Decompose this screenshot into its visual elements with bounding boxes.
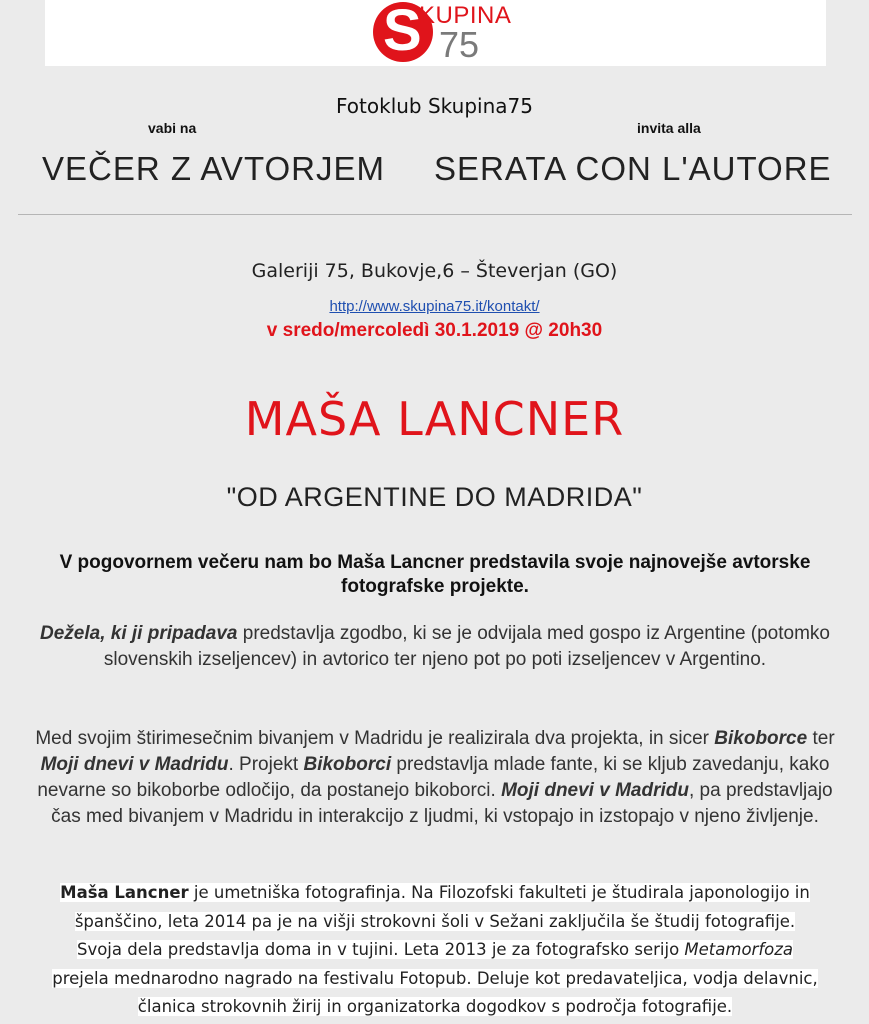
bio-text: prejela mednarodno nagrado na festivalu Fotopub. Deluje kot predavateljica, vodja delavnic, članica strokovnih žirij in organizatorka dogodkov s področja fotografije. [52,968,818,1016]
bio-author-name: Maša Lancner [60,883,189,902]
bio-text: je umetniška fotografinja. Na Filozofski fakulteti je študirala japonologijo in španščino, leta 2014 pa je na višji strokovni šoli v Sežani zaključila še študij fotografije. Svoja dela predstavlja doma in v tujini. Leta 2013 je za fotografsko serijo [74,883,810,959]
event-date: v sredo/mercoledì 30.1.2019 @ 20h30 [266,320,603,341]
paragraph-text: ter [807,728,835,749]
paragraph-text: predstavlja zgodbo, ki se je odvijala med gospo iz Argentine (potomko slovenskih izseljencev) in avtorico ter njeno pot po poti izseljencev v Argentino. [103,623,830,670]
project-title-bikoborce: Bikoborce [714,728,808,749]
event-title-sl: VEČER Z AVTORJEM [42,150,386,187]
venue-address: Galeriji 75, Bukovje,6 – Števerjan (GO) [251,260,618,282]
logo-number: 75 [439,24,480,65]
bio-series-title: Metamorfoza [684,940,794,959]
invite-label-it: invita alla [637,120,701,136]
paragraph-text: Med svojim štirimesečnim bivanjem v Madridu je realizirala dva projekta, in sicer [35,728,715,749]
paragraph-text: , pa predstavljajo čas med bivanjem v Madridu in interakcijo z ljudmi, ki vstopajo in izstopajo v njeno življenje. [51,780,833,827]
club-name: Fotoklub Skupina75 [336,94,533,118]
paragraph-text: . Projekt [228,754,304,775]
intro-paragraph: V pogovornem večeru nam bo Maša Lancner predstavila svoje najnovejše avtorske fotografske projekte. [59,552,811,597]
event-title-it: SERATA CON L'AUTORE [434,150,832,187]
author-name: MAŠA LANCNER [244,392,625,446]
logo-word: KUPINA [419,2,512,29]
project-title-moji-dnevi-2: Moji dnevi v Madridu [501,780,689,801]
project-title-dezela: Dežela, ki ji pripadava [40,623,238,644]
logo-s-letter: S [383,0,422,63]
project-title-bikoborci: Bikoborci [303,754,392,775]
skupina75-logo [369,0,512,66]
project-paragraph-1 [20,621,850,673]
invite-label-sl: vabi na [148,120,197,136]
paragraph-text: predstavlja mlade fante, ki se kljub zavedanju, kako nevarne so bikoborbe odločijo, da postanejo bikoborci. [37,754,830,801]
author-bio [50,879,820,1022]
project-paragraph-2 [20,726,850,830]
header-divider [18,214,852,215]
project-title-moji-dnevi: Moji dnevi v Madridu [40,754,229,775]
logo-banner [45,0,826,66]
contact-link[interactable]: http://www.skupina75.it/kontakt/ [329,298,540,315]
talk-title: "OD ARGENTINE DO MADRIDA" [226,482,643,512]
